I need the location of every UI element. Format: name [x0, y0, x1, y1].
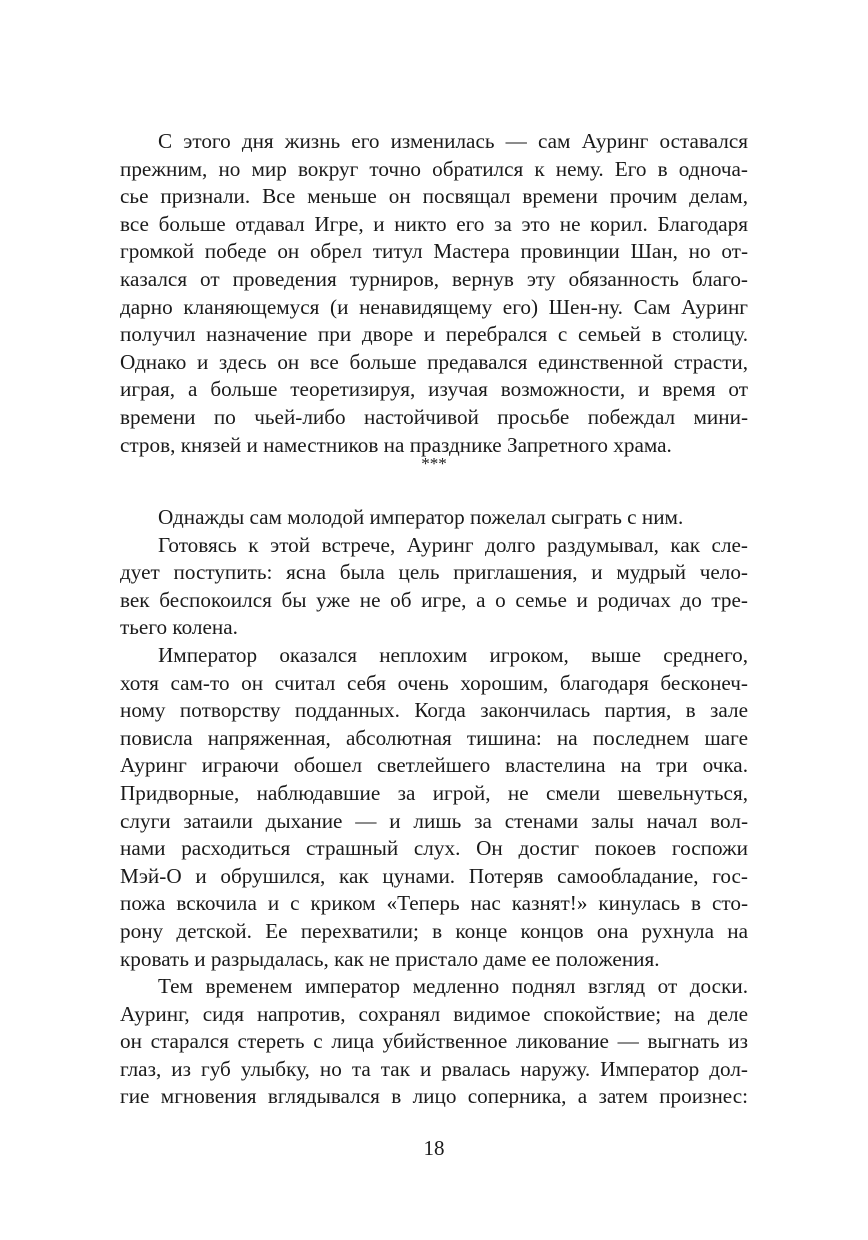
text-line: Готовясь к этой встрече, Ауринг долго раздумывал, как сле-: [158, 532, 748, 557]
section-separator: ***: [421, 454, 447, 473]
text-line: кровать и разрыдалась, как не пристало даме ее положения.: [120, 946, 660, 971]
text-line: глаз, из губ улыбку, но та так и рвалась наружу. Император дол-: [120, 1056, 748, 1081]
text-line: Тем временем император медленно поднял взгляд от доски.: [158, 974, 748, 999]
text-line: он старался стереть с лица убийственное ликование — выгнать из: [120, 1029, 748, 1054]
text-line: громкой победе он обрел титул Мастера провинции Шан, но от-: [120, 239, 748, 264]
text-line: Ауринг, сидя напротив, сохранял видимое спокойствие; на деле: [120, 1001, 748, 1026]
text-line: ному потворству подданных. Когда закончилась партия, в зале: [120, 698, 748, 723]
text-line: стров, князей и наместников на празднике Запретного храма.: [120, 432, 672, 457]
page-number: 18: [423, 1136, 445, 1160]
text-line: С этого дня жизнь его изменилась — сам Ауринг оставался: [158, 129, 748, 153]
text-line: все больше отдавал Игре, и никто его за это не корил. Благодаря: [120, 211, 748, 236]
text-line: Однако и здесь он все больше предавался единственной страсти,: [120, 349, 748, 374]
text-line: сье признали. Все меньше он посвящал времени прочим делам,: [120, 184, 748, 209]
paragraph-block-2: [120, 504, 748, 1111]
text-line: век беспокоился бы уже не об игре, а о семье и родичах до тре-: [120, 587, 748, 612]
text-line: тьего колена.: [120, 615, 238, 640]
paragraph-block-1: [120, 128, 748, 459]
text-line: рону детской. Ее перехватили; в конце концов она рухнула на: [120, 918, 748, 943]
text-line: пожа вскочила и с криком «Теперь нас казнят!» кинулась в сто-: [120, 891, 748, 916]
text-line: Ауринг играючи обошел светлейшего властелина на три очка.: [120, 753, 748, 778]
text-line: Однажды сам молодой император пожелал сыграть с ним.: [158, 505, 684, 529]
text-line: Мэй-О и обрушился, как цунами. Потеряв самообладание, гос-: [120, 863, 748, 888]
text-line: Придворные, наблюдавшие за игрой, не смели шевельнуться,: [120, 780, 748, 805]
text-line: играя, а больше теоретизируя, изучая возможности, и время от: [120, 377, 748, 402]
text-line: получил назначение при дворе и перебрался с семьей в столицу.: [120, 322, 748, 347]
text-line: времени по чьей-либо настойчивой просьбе побеждал мини-: [120, 404, 748, 429]
text-line: слуги затаили дыхание — и лишь за стенами залы начал вол-: [120, 808, 748, 833]
text-line: хотя сам-то он считал себя очень хорошим, благодаря бесконеч-: [120, 670, 748, 695]
text-line: нами расходиться страшный слух. Он достиг покоев госпожи: [120, 836, 748, 861]
text-line: Император оказался неплохим игроком, выше среднего,: [158, 642, 748, 667]
text-line: дует поступить: ясна была цель приглашения, и мудрый чело-: [120, 560, 748, 585]
text-line: повисла напряженная, абсолютная тишина: на последнем шаге: [120, 725, 748, 750]
text-line: гие мгновения вглядывался в лицо соперника, а затем произнес:: [120, 1084, 748, 1109]
text-line: казался от проведения турниров, вернув эту обязанность благо-: [120, 266, 748, 291]
text-line: дарно кланяющемуся (и ненавидящему его) Шен-ну. Сам Ауринг: [120, 294, 748, 319]
text-line: прежним, но мир вокруг точно обратился к нему. Его в одноча-: [120, 156, 748, 181]
